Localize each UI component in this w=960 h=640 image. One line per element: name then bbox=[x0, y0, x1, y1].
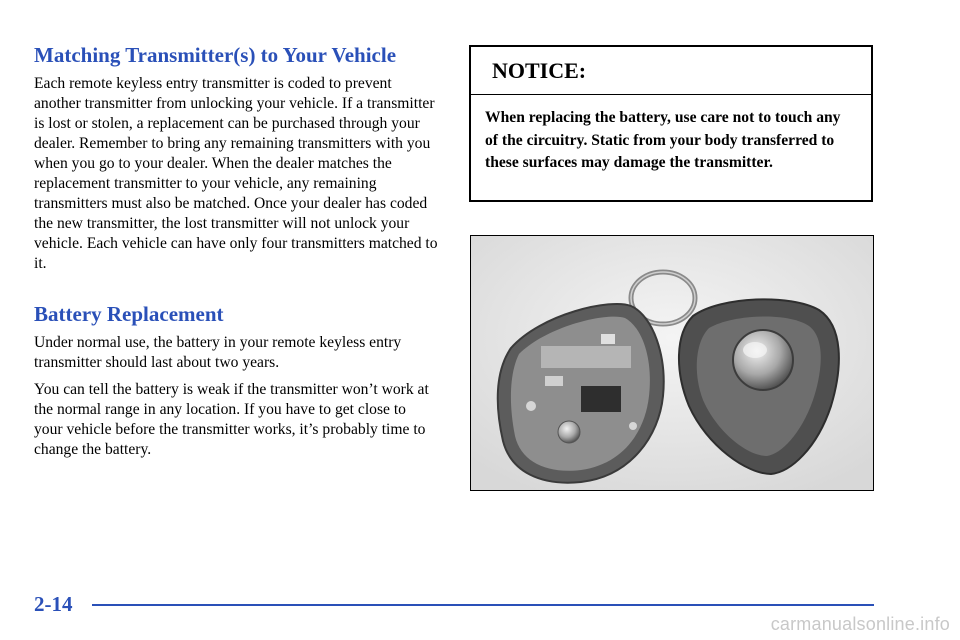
section-heading-matching: Matching Transmitter(s) to Your Vehicle bbox=[34, 43, 397, 67]
battery-paragraph-1: Under normal use, the battery in your remote keyless entry transmitter should last about two years. bbox=[34, 334, 402, 371]
transmitter-photo bbox=[470, 235, 874, 491]
notice-text: When replacing the battery, use care not to touch any of the circuitry. Static from your body transferred to these surfaces may damage the transmitter. bbox=[485, 109, 841, 171]
page-number: 2-14 bbox=[34, 592, 73, 616]
notice-title: NOTICE: bbox=[471, 47, 871, 95]
footer-rule bbox=[92, 604, 874, 606]
notice-box bbox=[469, 45, 873, 202]
open-transmitter-illustration bbox=[471, 236, 873, 490]
watermark: carmanualsonline.info bbox=[770, 614, 950, 634]
section-heading-battery: Battery Replacement bbox=[34, 302, 224, 326]
matching-paragraph: Each remote keyless entry transmitter is coded to prevent another transmitter from unlocking your vehicle. If a transmitter is lost or stolen, a replacement can be purchased through your dealer. Remember to bring any remaining transmitters with you when you go to your dealer. When the dealer matches the replacement transmitter to your vehicle, any remaining transmitters must also be matched. Once your dealer has coded the new transmitter, the lost transmitter will not unlock your vehicle. Each vehicle can have only four transmitters matched to it. bbox=[34, 75, 438, 272]
battery-paragraph-2: You can tell the battery is weak if the transmitter won’t work at the normal range in any location. If you have to get close to your vehicle before the transmitter works, it’s probably time to change the battery. bbox=[34, 381, 429, 458]
